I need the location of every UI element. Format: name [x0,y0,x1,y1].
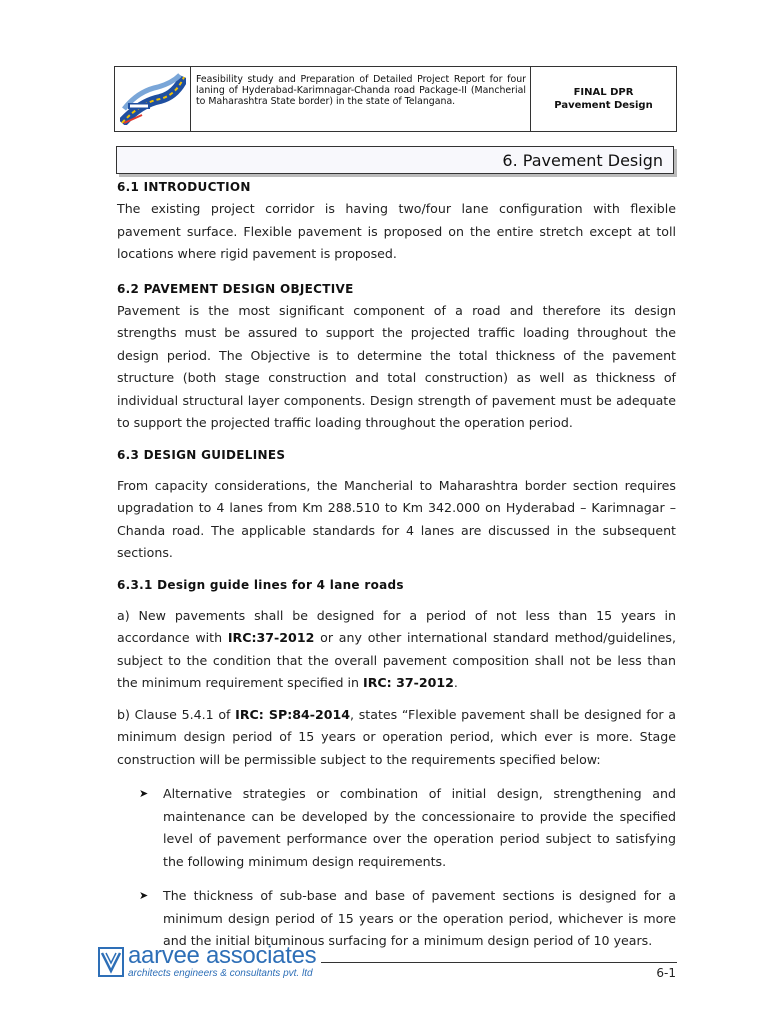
av-monogram-icon [98,947,124,977]
section-heading-6-1: 6.1 INTRODUCTION [117,180,251,194]
report-type: FINAL DPR [573,87,634,98]
header-logo-cell [115,67,191,131]
page-number: 6-1 [656,966,676,980]
requirements-list [117,783,676,953]
chapter-title: 6. Pavement Design [502,151,663,170]
report-section: Pavement Design [554,100,653,111]
company-tagline: architects engineers & consultants pvt. ltd [128,968,313,979]
section-heading-6-3: 6.3 DESIGN GUIDELINES [117,447,286,462]
paragraph-b-text-1: b) Clause 5.4.1 of [117,706,236,722]
list-item [117,783,676,873]
paragraph-a-text-3: . [453,675,458,690]
highway-road-logo-icon [120,73,186,125]
paragraph-a-reference-2: IRC: 37-2012 [363,675,454,690]
footer-divider [321,962,677,963]
main-content [117,176,676,953]
company-name: aarvee associates [128,942,317,969]
report-label-cell [531,67,676,131]
section-text-6-3: From capacity considerations, the Mancherial to Maharashtra border section requires upgradation to 4 lanes from Km 288.510 to Km 342.000 on Hyderabad – Karimnagar – Chanda road. The applicable standards for 4 lanes are discussed in the subsequent sections. [117,477,676,560]
company-text [128,944,316,979]
arrow-bullet-icon: ➤ [139,787,149,800]
paragraph-a-reference-1: IRC:37-2012 [227,630,315,645]
arrow-bullet-icon: ➤ [139,889,149,902]
paragraph-b-reference: IRC: SP:84-2014 [235,706,351,722]
chapter-title-box [116,146,674,174]
section-text-6-2: Pavement is the most significant component of a road and therefore its design strengths must be assured to support the projected traffic loading throughout the design period. The Objective is to determine the total thickness of the pavement structure (both stage construction and total construction) as well as thickness of individual structural layer components. Design strength of pavement must be adequate to support the projected traffic loading throughout the operation period. [117,302,676,430]
company-logo [98,944,316,979]
document-header [114,66,677,132]
project-description: Feasibility study and Preparation of Detailed Project Report for four laning of Hyderabad-Karimnagar-Chanda road Package-II (Mancherial to Maharashtra State border) in the state of Telangana. [191,67,531,131]
section-text-6-1: The existing project corridor is having two/four lane configuration with flexible pavement surface. Flexible pavement is proposed on the entire stretch except at toll locations where rigid pavement is proposed. [117,201,676,261]
paragraph-a-text-2: or any other international standard method/guidelines, subject to the condition that the overall pavement composition shall not be less than the minimum requirement specified in [117,630,676,690]
paragraph-b [117,704,676,772]
paragraph-a-text-1: a) New pavements shall be designed for a period of not less than 15 years in accordance with [117,607,676,645]
section-heading-6-3-1: 6.3.1 Design guide lines for 4 lane roads [117,577,404,592]
list-item-text: The thickness of sub-base and base of pavement sections is designed for a minimum design period of 15 years or the operation period, whichever is more and the initial bituminous surfacing for a minimum design period of 10 years. [163,888,676,948]
list-item-text: Alternative strategies or combination of initial design, strengthening and maintenance can be developed by the concessionaire to provide the specified level of pavement performance over the operation period subject to satisfying the following minimum design requirements. [163,786,676,869]
paragraph-a [117,605,676,695]
paragraph-b-text-2: , states “Flexible pavement shall be designed for a minimum design period of 15 years or operation period, which ever is more. Stage construction will be permissible subject to the requirements specified below: [117,706,677,767]
section-heading-6-2: 6.2 PAVEMENT DESIGN OBJECTIVE [117,281,354,296]
